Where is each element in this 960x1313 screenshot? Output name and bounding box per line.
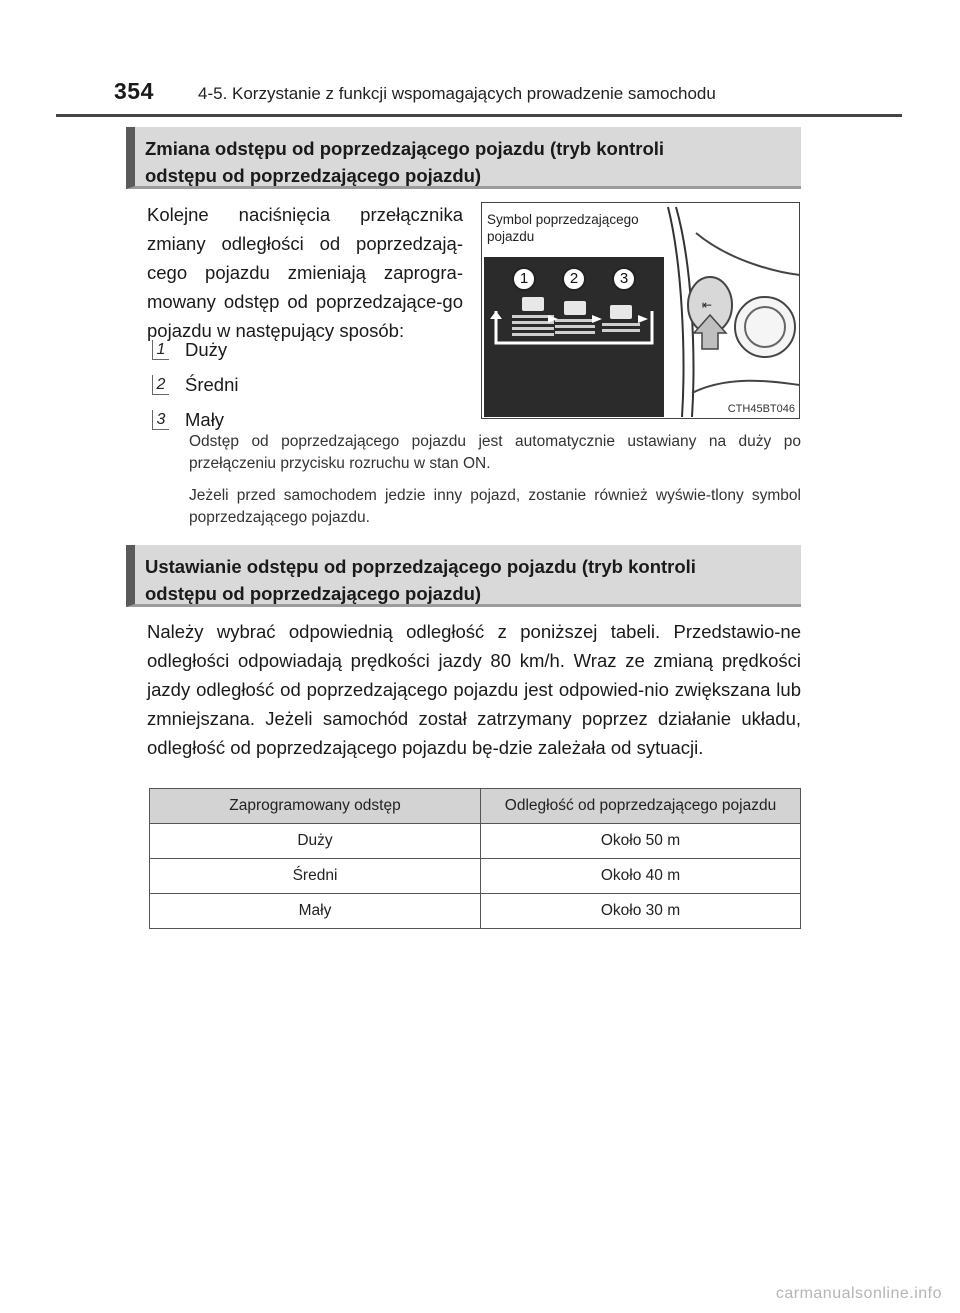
note-text: Jeżeli przed samochodem jedzie inny pojazd, zostanie również wyświe-tlony symbol poprzedzającego pojazdu. <box>189 487 801 526</box>
section-heading-line: Ustawianie odstępu od poprzedzającego pojazdu (tryb kontroli <box>145 556 696 577</box>
table-header-row <box>150 789 801 824</box>
option-number: 1 <box>152 340 169 360</box>
svg-text:⇤: ⇤ <box>702 298 713 312</box>
callout-3: 3 <box>612 267 636 291</box>
section-heading-distance-setting <box>126 545 801 607</box>
figure-caption: Symbol poprzedzającego pojazdu <box>487 212 639 244</box>
steering-wheel-edge <box>668 207 683 417</box>
table-cell: Duży <box>150 824 481 859</box>
option-label: Duży <box>185 339 228 360</box>
figure-steering-switch <box>481 202 800 419</box>
running-header: 4-5. Korzystanie z funkcji wspomagających prowadzenie samochodu <box>198 84 716 103</box>
option-number: 3 <box>152 410 169 430</box>
figure-code: CTH45BT046 <box>727 403 795 415</box>
body-paragraph: Należy wybrać odpowiednią odległość z poniższej tabeli. Przedstawio-ne odległości odpowiadają prędkości jazdy 80 km/h. Wraz ze zmianą prędkości jazdy odległość od poprzedzającego pojazdu jest odpowied-nio zwiększana lub zmniejszana. Jeżeli samochód został zatrzymany poprzez działanie układu, odległość od poprzedzającego pojazdu bę-dzie zależała od sytuacji. <box>147 621 801 758</box>
section-heading-line: Zmiana odstępu od poprzedzającego pojazdu (tryb kontroli <box>145 138 665 159</box>
table-cell: Mały <box>150 894 481 929</box>
table-row <box>150 824 801 859</box>
option-label: Średni <box>185 374 239 395</box>
distance-table <box>149 788 801 929</box>
table-cell: Około 50 m <box>481 824 801 859</box>
header-rule <box>56 114 902 117</box>
section-heading-line: odstępu od poprzedzającego pojazdu) <box>145 583 482 604</box>
table-row <box>150 859 801 894</box>
section-heading-line: odstępu od poprzedzającego pojazdu) <box>145 165 482 186</box>
option-number: 2 <box>152 375 169 395</box>
page-number: 354 <box>114 78 154 104</box>
option-label: Mały <box>185 409 225 430</box>
watermark: carmanualsonline.info <box>775 1285 942 1302</box>
intro-text: Kolejne naciśnięcia przełącznika zmiany odległości od poprzedzają-cego pojazdu zmieniają zaprogra-mowany odstęp od poprzedzające-go pojazdu w następujący sposób: <box>147 204 463 341</box>
section-heading-distance-change <box>126 127 801 189</box>
callout-1: 1 <box>512 267 536 291</box>
table-header-cell: Odległość od poprzedzającego pojazdu <box>481 789 801 824</box>
table-cell: Około 40 m <box>481 859 801 894</box>
table-header-cell: Zaprogramowany odstęp <box>150 789 481 824</box>
callout-2: 2 <box>562 267 586 291</box>
table-row <box>150 894 801 929</box>
note-text: Odstęp od poprzedzającego pojazdu jest automatycznie ustawiany na duży po przełączeniu przycisku rozruchu w stan ON. <box>189 433 801 472</box>
table-cell: Około 30 m <box>481 894 801 929</box>
table-cell: Średni <box>150 859 481 894</box>
